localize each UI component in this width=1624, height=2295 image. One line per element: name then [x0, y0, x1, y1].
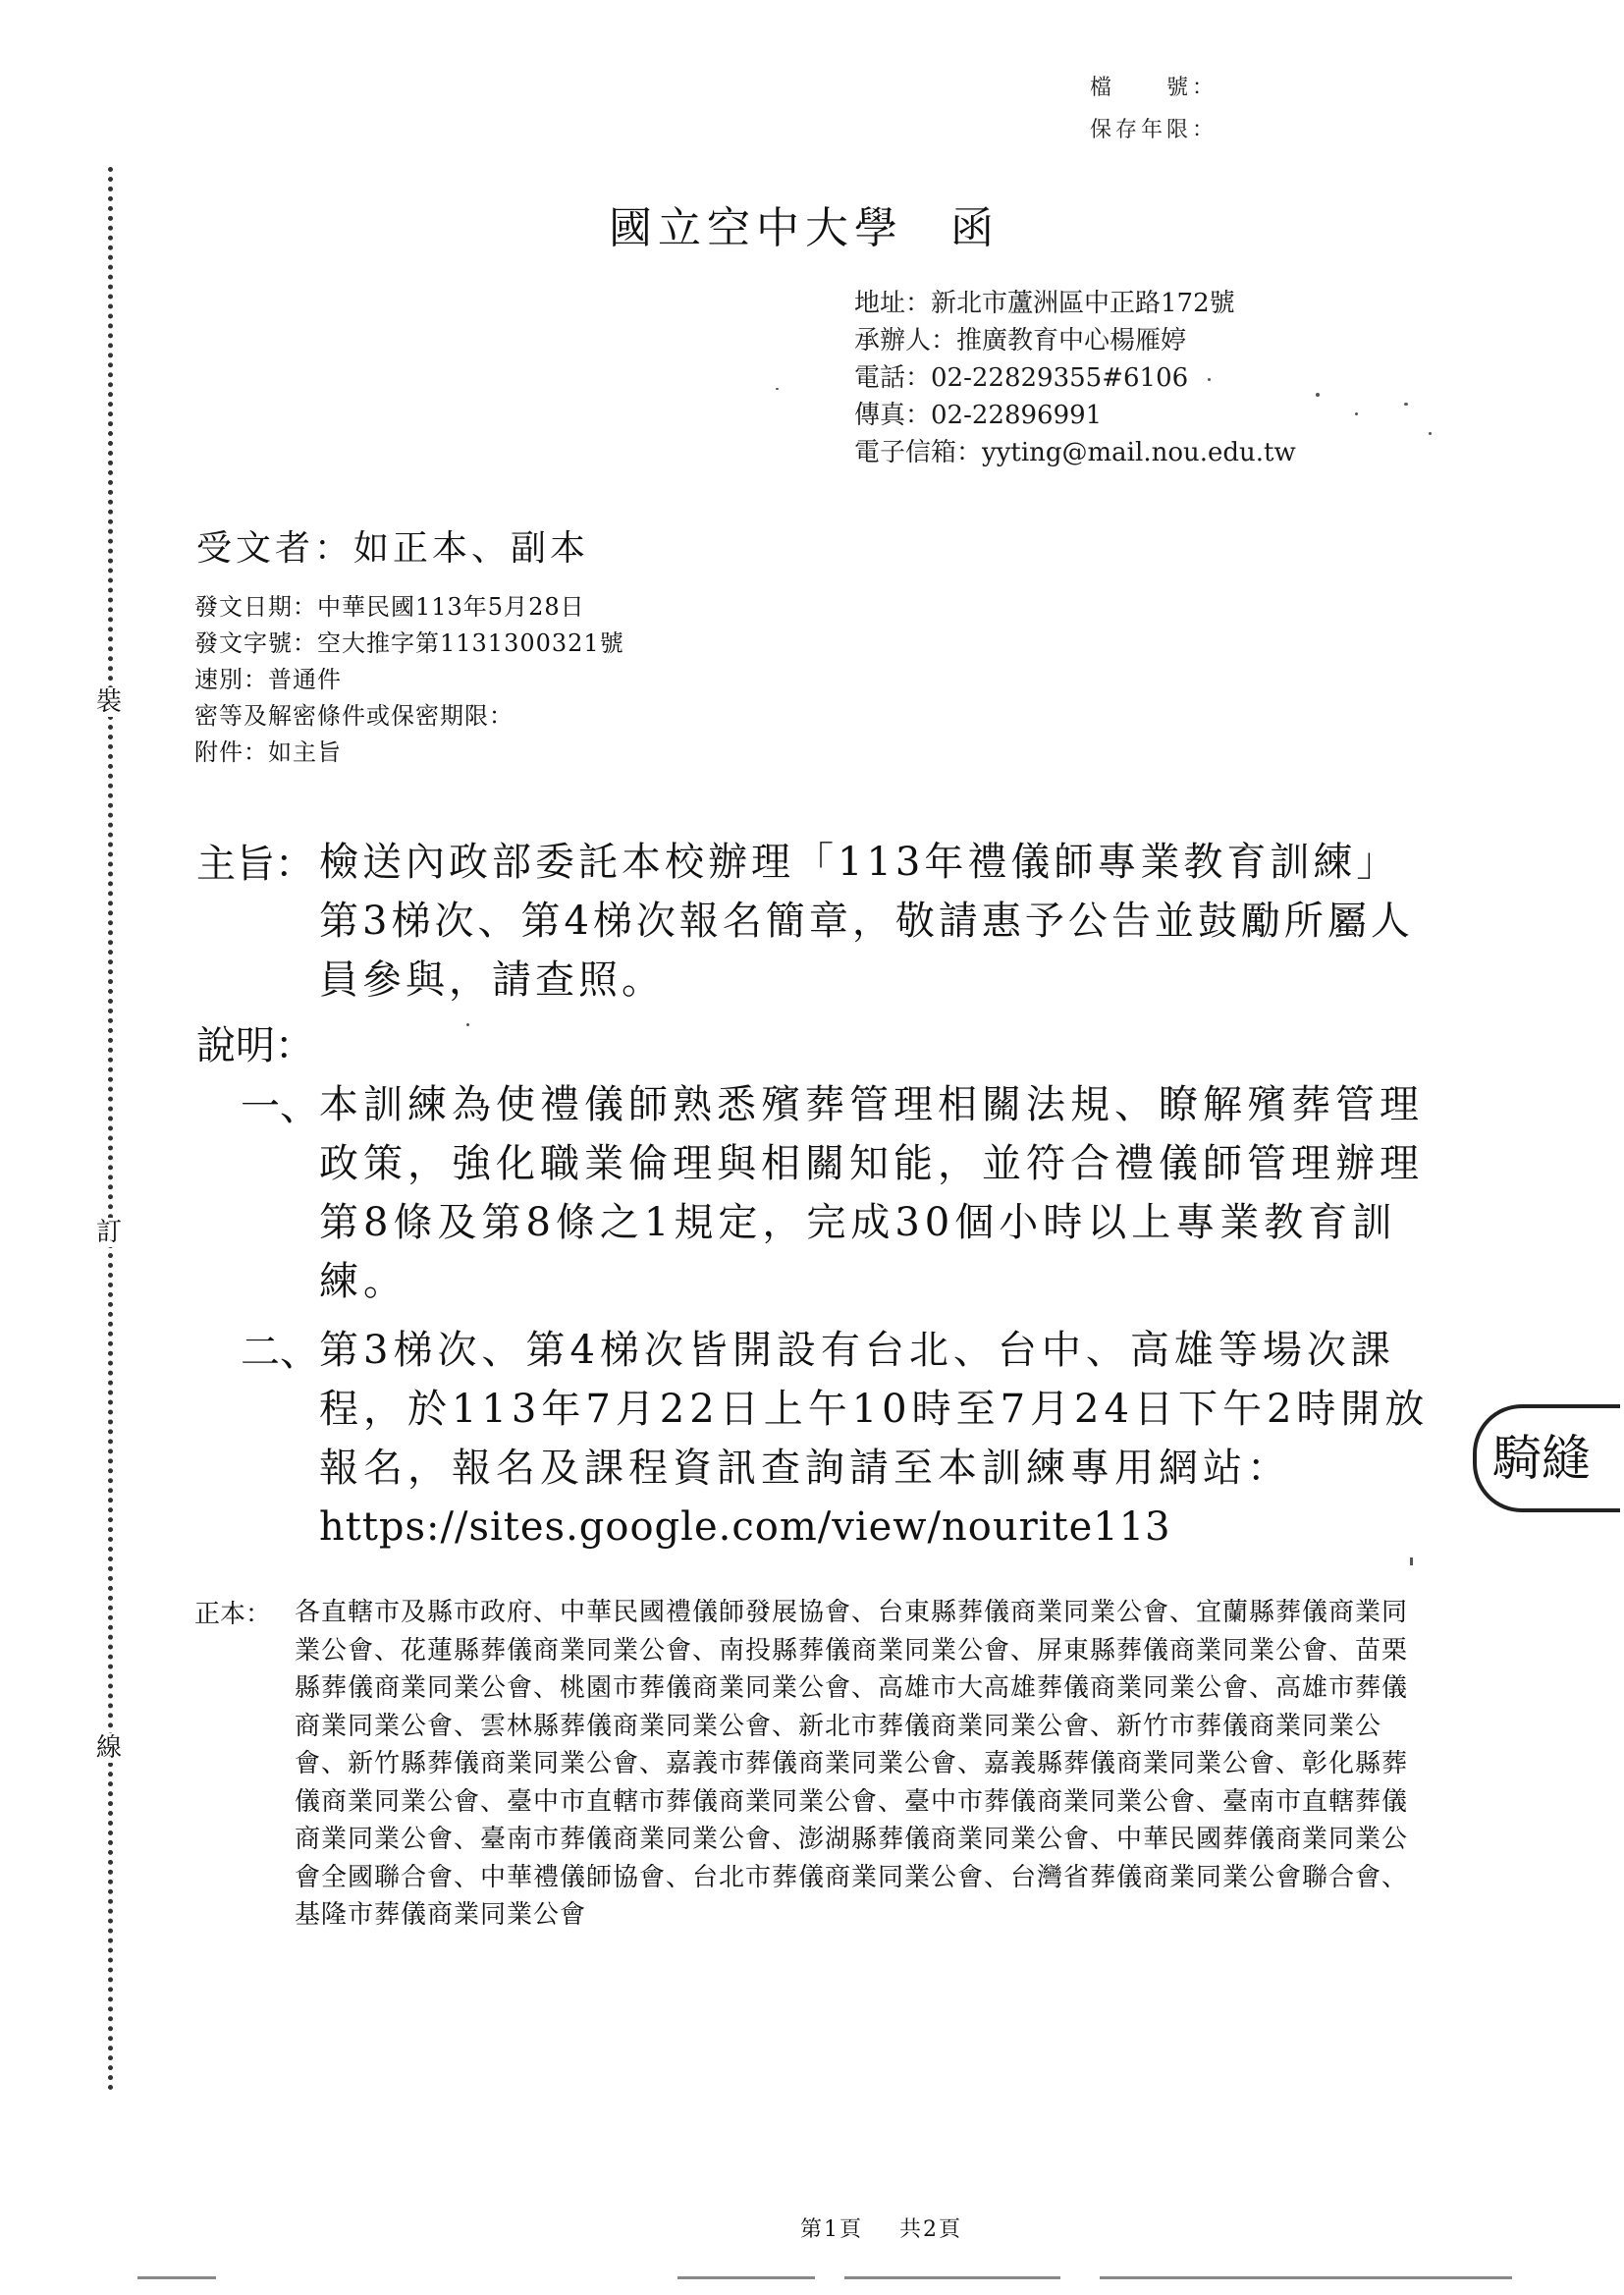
- scan-speck: [466, 1023, 469, 1026]
- explanation-item-number: 一、: [241, 1084, 319, 1129]
- scan-speck: [1316, 393, 1320, 397]
- speed-class: 速別：普通件: [194, 666, 342, 693]
- scan-edge-line: [137, 2276, 216, 2279]
- scan-edge-line: [677, 2276, 815, 2279]
- subject-text: 檢送內政部委託本校辦理「113年禮儀師專業教育訓練」第3梯次、第4梯次報名簡章，敬請惠予公告並鼓勵所屬人員參與，請查照。: [319, 840, 1414, 1003]
- seam-stamp: 騎縫: [1473, 1404, 1620, 1512]
- binding-mark-xian: 線: [95, 1733, 122, 1763]
- explanation-item-text: [319, 1321, 1438, 1557]
- document-title: [609, 192, 1000, 255]
- scan-speck: [776, 388, 779, 390]
- binding-mark-zhuang: 裝: [95, 687, 122, 717]
- scan-speck: [1355, 412, 1358, 415]
- file-number-label: 檔 號：: [1090, 76, 1218, 100]
- page-total: 共2頁: [899, 2217, 962, 2242]
- scan-speck: [1404, 403, 1408, 406]
- recipient-line: 受文者：如正本、副本: [196, 528, 590, 569]
- binding-margin-line: [108, 167, 113, 2092]
- contact-fax: 傳真：02-22896991: [854, 401, 1103, 430]
- page-number: 第1頁: [800, 2217, 863, 2242]
- secrecy-level: 密等及解密條件或保密期限：: [194, 702, 514, 730]
- copies-recipients: 各直轄市及縣市政府、中華民國禮儀師發展協會、台東縣葬儀商業同業公會、宜蘭縣葬儀商業同業公會、花蓮縣葬儀商業同業公會、南投縣葬儀商業同業公會、屏東縣葬儀商業同業公會、苗栗縣葬儀商業同業公會、桃園市葬儀商業同業公會、高雄市大高雄葬儀商業同業公會、高雄市葬儀商業同業公會、雲林縣葬儀商業同業公會、新北市葬儀商業同業公會、新竹市葬儀商業同業公會、新竹縣葬儀商業同業公會、嘉義市葬儀商業同業公會、嘉義縣葬儀商業同業公會、彰化縣葬儀商業同業公會、臺中市直轄市葬儀商業同業公會、臺中市葬儀商業同業公會、臺南市直轄葬儀商業同業公會、臺南市葬儀商業同業公會、澎湖縣葬儀商業同業公會、中華民國葬儀商業同業公會全國聯合會、中華禮儀師協會、台北市葬儀商業同業公會、台灣省葬儀商業同業公會聯合會、基隆市葬儀商業同業公會: [295, 1598, 1409, 1930]
- issue-date: 發文日期：中華民國113年5月28日: [194, 593, 585, 621]
- contact-email: 電子信箱：yyting@mail.nou.edu.tw: [854, 438, 1296, 467]
- retention-period-label: 保存年限：: [1090, 118, 1218, 142]
- explanation-item-number: 二、: [241, 1330, 319, 1375]
- explanation-item-text: 本訓練為使禮儀師熟悉殯葬管理相關法規、瞭解殯葬管理政策，強化職業倫理與相關知能，並符合禮儀師管理辦理第8條及第8條之1規定，完成30個小時以上專業教育訓練。: [319, 1082, 1424, 1304]
- scan-speck: [1429, 432, 1432, 435]
- issue-number: 發文字號：空大推字第1131300321號: [194, 629, 624, 657]
- scan-edge-line: [844, 2276, 1060, 2279]
- training-website-url: https://sites.google.com/view/nourite113: [319, 1504, 1171, 1550]
- doc-type: 函: [950, 203, 1000, 253]
- explanation-item-body: 第3梯次、第4梯次皆開設有台北、台中、高雄等場次課程，於113年7月22日上午10時至7月24日下午2時開放報名，報名及課程資訊查詢請至本訓練專用網站：: [319, 1328, 1430, 1491]
- scan-speck: [1410, 1557, 1413, 1565]
- org-name: 國立空中大學: [609, 203, 903, 253]
- contact-phone: 電話：02-22829355#6106: [854, 363, 1189, 393]
- scan-speck: [1208, 378, 1211, 381]
- scan-edge-line: [1100, 2276, 1512, 2279]
- contact-handler: 承辦人：推廣教育中心楊雁婷: [854, 326, 1187, 355]
- explanation-label: 說明：: [196, 1023, 314, 1068]
- binding-mark-ding: 訂: [95, 1218, 122, 1247]
- contact-address: 地址：新北市蘆洲區中正路172號: [854, 289, 1235, 318]
- page-footer: [800, 2213, 962, 2243]
- attachment-note: 附件：如主旨: [194, 738, 342, 766]
- subject-label: 主旨：: [196, 842, 314, 887]
- doc-info-block: [194, 589, 624, 771]
- contact-block: [854, 285, 1296, 471]
- copies-label: 正本：: [194, 1600, 272, 1629]
